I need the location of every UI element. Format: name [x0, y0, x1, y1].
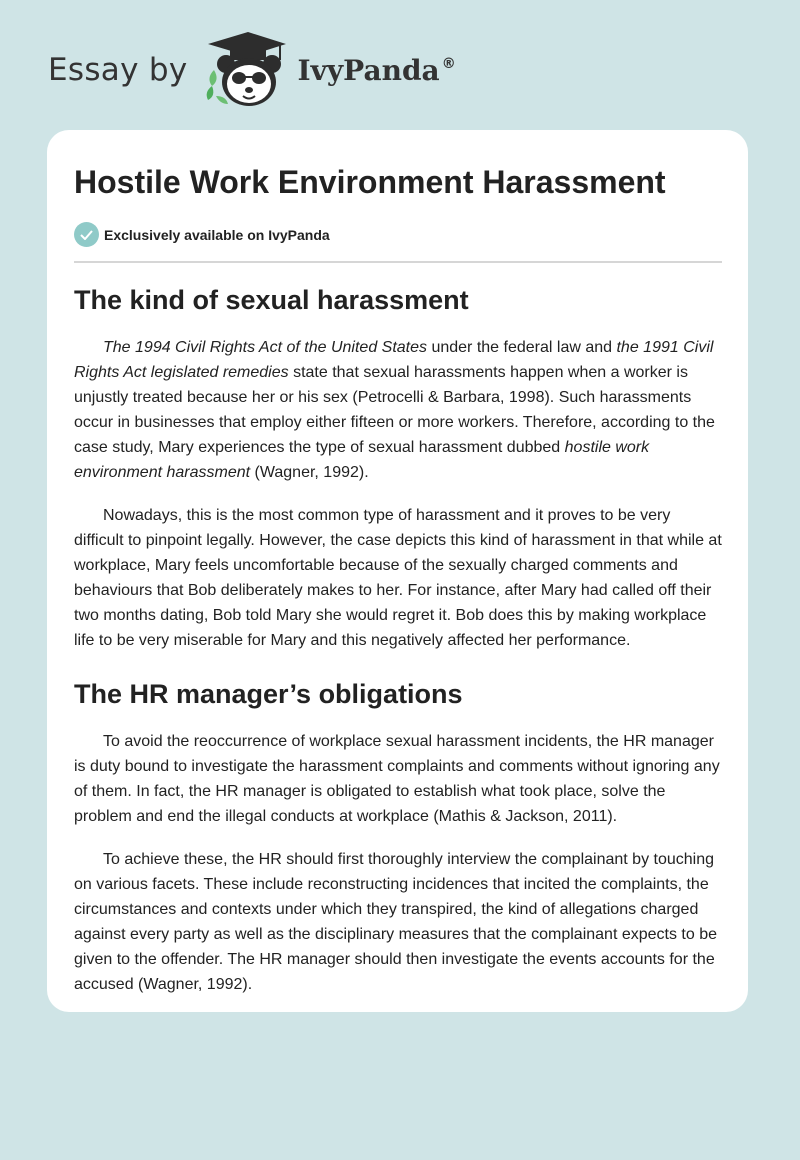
- essay-by-label: Essay by: [48, 52, 188, 88]
- text-run: under the federal law and: [427, 339, 617, 356]
- text-run: (Wagner, 1992).: [250, 464, 369, 481]
- paragraph: To avoid the reoccurrence of workplace sexual harassment incidents, the HR manager is duty bound to investigate the harassment complaints and comments without ignoring any of them. In fact, the HR manager is obligated to establish what took place, solve the problem and end the illegal conducts at workplace (Mathis & Jackson, 2011).: [74, 733, 720, 825]
- paragraph: Nowadays, this is the most common type of harassment and it proves to be very difficult to pinpoint legally. However, the case depicts this kind of harassment in that while at workplace, Mary feels uncomfortable because of the sexually charged comments and behaviours that Bob deliberately makes to her. For instance, after Mary had called off their two months dating, Bob told Mary she would regret it. Bob does this by making workplace life to be very miserable for Mary and this negatively affected her performance.: [74, 507, 722, 649]
- italic-citation: the 1991 Civil Rights Act legislated remedies: [74, 339, 714, 381]
- ivypanda-logo-icon[interactable]: [200, 30, 292, 110]
- exclusive-label: Exclusively available on IvyPanda: [104, 226, 330, 243]
- italic-citation: The 1994 Civil Rights Act of the United States: [103, 339, 428, 356]
- check-icon: [74, 222, 99, 247]
- section-heading: The HR manager’s obligations: [74, 679, 463, 709]
- divider: [74, 261, 722, 263]
- paragraph: [74, 335, 722, 485]
- site-header: [48, 30, 508, 110]
- section-heading: The kind of sexual harassment: [74, 285, 469, 315]
- page-title: Hostile Work Environment Harassment: [74, 164, 666, 200]
- paragraph: To achieve these, the HR should first thoroughly interview the complainant by touching on various facets. These include reconstructing incidences that incited the complaints, the circumstances and contexts under which they transpired, the kind of allegations charged against every party as well as the disciplinary measures that the complainant expects to be given to the offender. The HR manager should then investigate the events accounts for the accused (Wagner, 1992).: [74, 851, 717, 993]
- article-body: [74, 283, 722, 1015]
- italic-term: hostile work environment harassment: [74, 439, 650, 481]
- essay-card: [47, 130, 748, 1012]
- brand-text: IvyPanda: [297, 53, 440, 87]
- brand-name: [298, 54, 456, 87]
- text-run: state that sexual harassments happen when a worker is unjustly treated because her or his sex (Petrocelli & Barbara, 1998). Such harassments occur in businesses that employ either fifteen or more workers. Therefore, according to the case study, Mary experiences the type of sexual harassment dubbed: [74, 364, 715, 456]
- registered-mark: ®: [441, 55, 456, 72]
- exclusive-badge: [74, 222, 330, 247]
